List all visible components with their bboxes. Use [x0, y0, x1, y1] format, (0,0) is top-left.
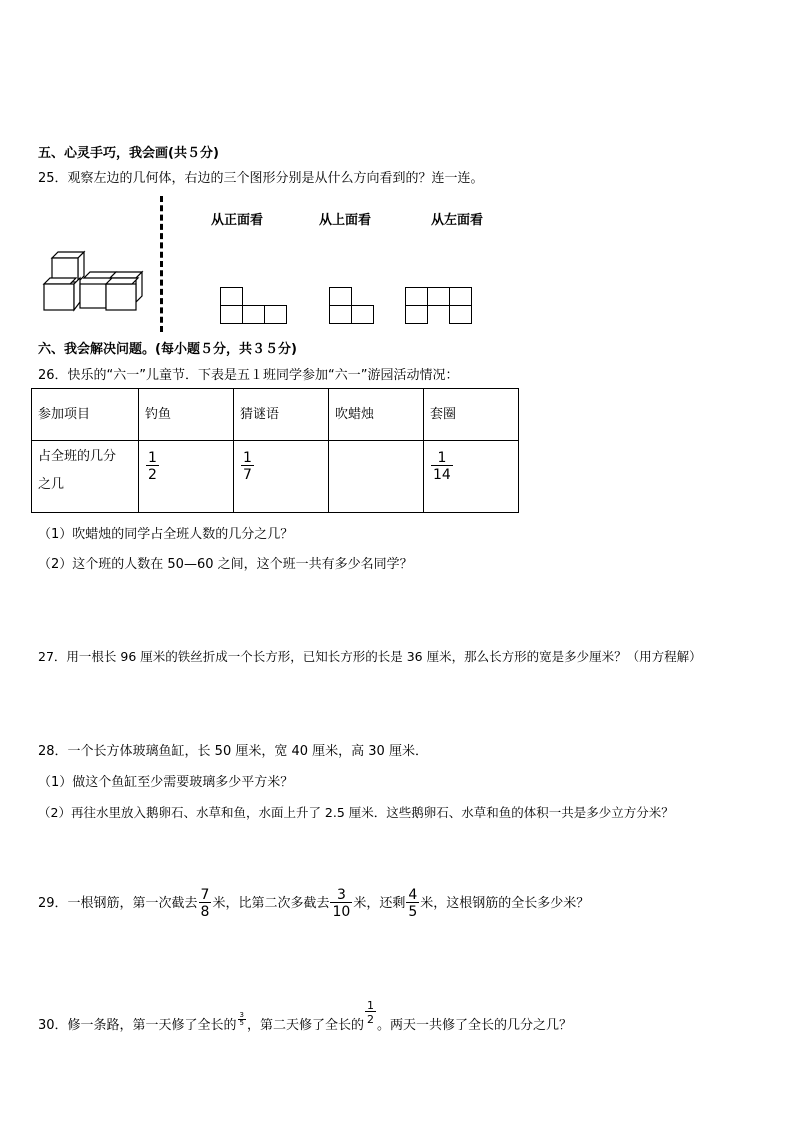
cube-solid-figure: [40, 250, 144, 312]
row-label-line-1: 占全班的几分: [38, 449, 117, 464]
q29-text-4: 米，这根钢筋的全长多少米？: [420, 896, 590, 911]
table-row: [32, 441, 519, 513]
table-header-cell: 套圈: [424, 389, 519, 441]
view-label-left: 从左面看: [431, 213, 484, 228]
table-cell-empty: [329, 441, 424, 513]
activity-table: [31, 388, 519, 513]
fraction-denominator: 5: [239, 1019, 245, 1027]
q30-text-1: 30．修一条路，第一天修了全长的: [38, 1018, 237, 1033]
table-header-cell: 钓鱼: [139, 389, 234, 441]
fraction-numerator: 1: [148, 450, 157, 466]
fraction-numerator: 1: [367, 999, 375, 1012]
q29-text-2: 米，比第二次多截去: [212, 896, 330, 911]
q30-text-3: 。两天一共修了全长的几分之几？: [377, 1018, 573, 1033]
question-27: 27．用一根长 96 厘米的铁丝折成一个长方形，已知长方形的长是 36 厘米，那么长方形的宽是多少厘米？（用方程解）: [38, 649, 702, 664]
fraction-numerator: 1: [437, 450, 447, 466]
fraction-denominator: 7: [243, 467, 252, 483]
q26-sub1: （1）吹蜡烛的同学占全班人数的几分之几？: [38, 527, 294, 542]
table-header-cell: 参加项目: [32, 389, 139, 441]
view-figure-3: [405, 287, 473, 325]
fraction: [406, 888, 419, 919]
question-29: [38, 888, 589, 919]
view-label-top: 从上面看: [319, 213, 372, 228]
q29-text-1: 29．一根钢筋，第一次截去: [38, 896, 198, 911]
q29-text-3: 米，还剩: [353, 896, 406, 911]
view-figure-2: [329, 287, 375, 325]
table-header-cell: 吹蜡烛: [329, 389, 424, 441]
fraction-numerator: 3: [336, 887, 346, 903]
fraction-denominator: 14: [433, 467, 451, 483]
fraction: [330, 888, 352, 919]
fraction-denominator: 5: [408, 904, 418, 920]
q30-text-2: ，第二天修了全长的: [247, 1018, 365, 1033]
fraction-denominator: 2: [148, 467, 157, 483]
fraction-numerator: 3: [239, 1011, 245, 1019]
fraction: [431, 451, 453, 482]
table-header-row: [32, 389, 519, 441]
section5-heading: 五、心灵手巧，我会画(共５分): [38, 146, 219, 161]
question-26: 26．快乐的“六一”儿童节．下表是五１班同学参加“六一”游园活动情况：: [38, 368, 459, 383]
table-cell: [234, 441, 329, 513]
fraction-denominator: 10: [332, 904, 351, 920]
fraction-denominator: 2: [367, 1013, 375, 1026]
row-label-line-2: 之几: [38, 477, 65, 492]
view-label-front: 从正面看: [211, 213, 264, 228]
question-25: 25．观察左边的几何体，右边的三个图形分别是从什么方向看到的？连一连。: [38, 171, 484, 186]
table-row-label: [32, 441, 139, 513]
fraction: [146, 451, 159, 482]
question-30: [38, 1000, 572, 1033]
q28-sub1: （1）做这个鱼缸至少需要玻璃多少平方米？: [38, 775, 294, 790]
fraction-numerator: 1: [243, 450, 252, 466]
q28-sub2: （2）再往水里放入鹅卵石、水草和鱼，水面上升了 2.5 厘米．这些鹅卵石、水草和鱼的体积一共是多少立方分米？: [38, 805, 674, 820]
fraction-denominator: 8: [200, 904, 210, 920]
section6-heading: 六、我会解决问题。(每小题５分，共３５分): [38, 342, 297, 357]
q26-sub2: （2）这个班的人数在 50—60 之间，这个班一共有多少名同学？: [38, 557, 413, 572]
table-cell: [424, 441, 519, 513]
dashed-divider: [160, 196, 163, 332]
fraction: [241, 451, 254, 482]
fraction-numerator: 4: [408, 887, 418, 903]
fraction: [365, 1000, 376, 1025]
table-header-cell: 猜谜语: [234, 389, 329, 441]
fraction: [238, 1012, 246, 1027]
question-28: 28．一个长方体玻璃鱼缸，长 50 厘米，宽 40 厘米，高 30 厘米．: [38, 744, 428, 759]
table-cell: [139, 441, 234, 513]
view-figure-1: [220, 287, 288, 325]
fraction-numerator: 7: [200, 887, 210, 903]
fraction: [199, 888, 212, 919]
